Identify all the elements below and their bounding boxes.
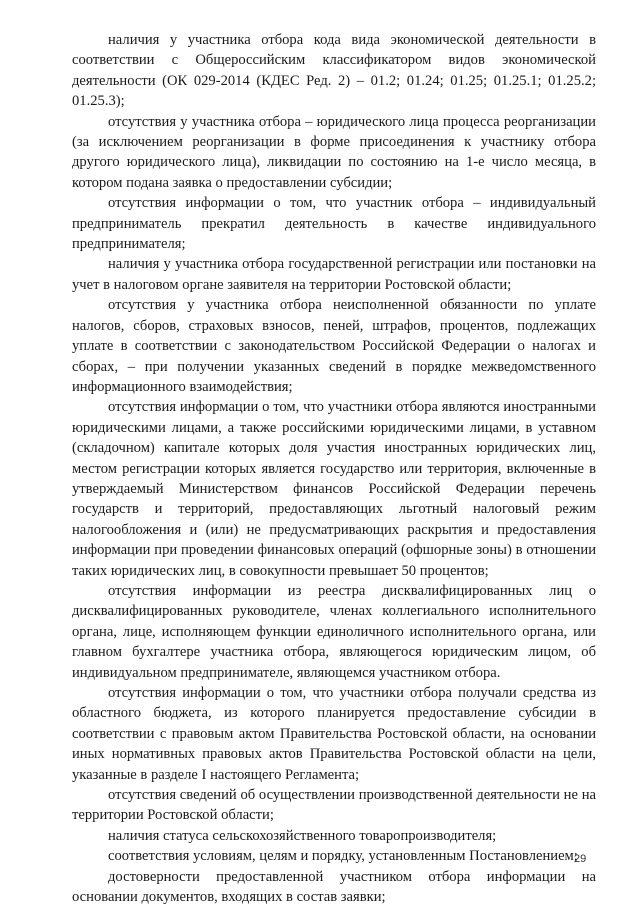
document-body (72, 30, 596, 907)
paragraph-registration: наличия у участника отбора государственной регистрации или постановки на учет в налоговом органе заявителя на территории Ростовской области; (72, 256, 596, 293)
paragraph-foreign-entities: отсутствия информации о том, что участники отбора являются иностранными юридическими лицами, а также российскими юридическими лицами, в уставном (складочном) капитале которых доля участия иностранных юридических лиц, местом регистрации которых является государство или территория, включенные в утверждаемый Министерством финансов Российской Федерации перечень государств и территорий, предоставляющих льготный налоговый режим налогообложения и (или) не предусматривающих раскрытия и предоставления информации при проведении финансовых операций (офшорные зоны) в отношении таких юридических лиц, в совокупности превышает 50 процентов; (72, 399, 596, 579)
paragraph-entrepreneur-activity: отсутствия информации о том, что участник отбора – индивидуальный предприниматель прекратил деятельность в качестве индивидуального предпринимателя; (72, 195, 596, 253)
paragraph-information-reliability: достоверности предоставленной участником отбора информации на основании документов, входящих в состав заявки; (72, 868, 596, 906)
paragraph-reorganization: отсутствия у участника отбора – юридического лица процесса реорганизации (за исключением реорганизации в форме присоединения к участнику отбора другого юридического лица), ликвидации по состоянию на 1-е число месяца, в котором подана заявка о предоставлении субсидии; (72, 113, 596, 191)
paragraph-tax-obligations: отсутствия у участника отбора неисполненной обязанности по уплате налогов, сборов, страховых взносов, пеней, штрафов, процентов, подлежащих уплате в соответствии с законодательством Российской Федерации о налогах и сборах, – при получении указанных сведений в порядке межведомственного информационного взаимодействия; (72, 297, 596, 395)
paragraph-okved-code: наличия у участника отбора кода вида экономической деятельности в соответствии с Общероссийским классификатором видов экономической деятельности (ОК 029-2014 (КДЕС Ред. 2) – 01.2; 01.24; 01.25; 01.25.1; 01.25.2; 01.25.3); (72, 32, 596, 110)
paragraph-regional-budget: отсутствия информации о том, что участники отбора получали средства из областного бюджета, из которого планируется предоставление субсидии в соответствии с правовым актом Правительства Ростовской области, на основании иных нормативных правовых актов Правительства Ростовской области на цели, указанные в разделе I настоящего Регламента; (72, 685, 596, 783)
paragraph-agricultural-status: наличия статуса сельскохозяйственного товаропроизводителя; (108, 827, 497, 844)
paragraph-disqualified-persons: отсутствия информации из реестра дисквалифицированных лиц о дисквалифицированных руководителе, членах коллегиального исполнительного органа, лице, исполняющем функции единоличного исполнительного органа, или главном бухгалтере участника отбора, являющегося юридическим лицом, об индивидуальном предпринимателе, являющемся участником отбора. (72, 582, 596, 681)
paragraph-conditions-compliance: соответствия условиям, целям и порядку, установленным Постановлением; (108, 848, 578, 865)
paragraph-production-territory: отсутствия сведений об осуществлении производственной деятельности не на территории Ростовской области; (72, 787, 596, 824)
page-number: 29 (574, 853, 587, 865)
